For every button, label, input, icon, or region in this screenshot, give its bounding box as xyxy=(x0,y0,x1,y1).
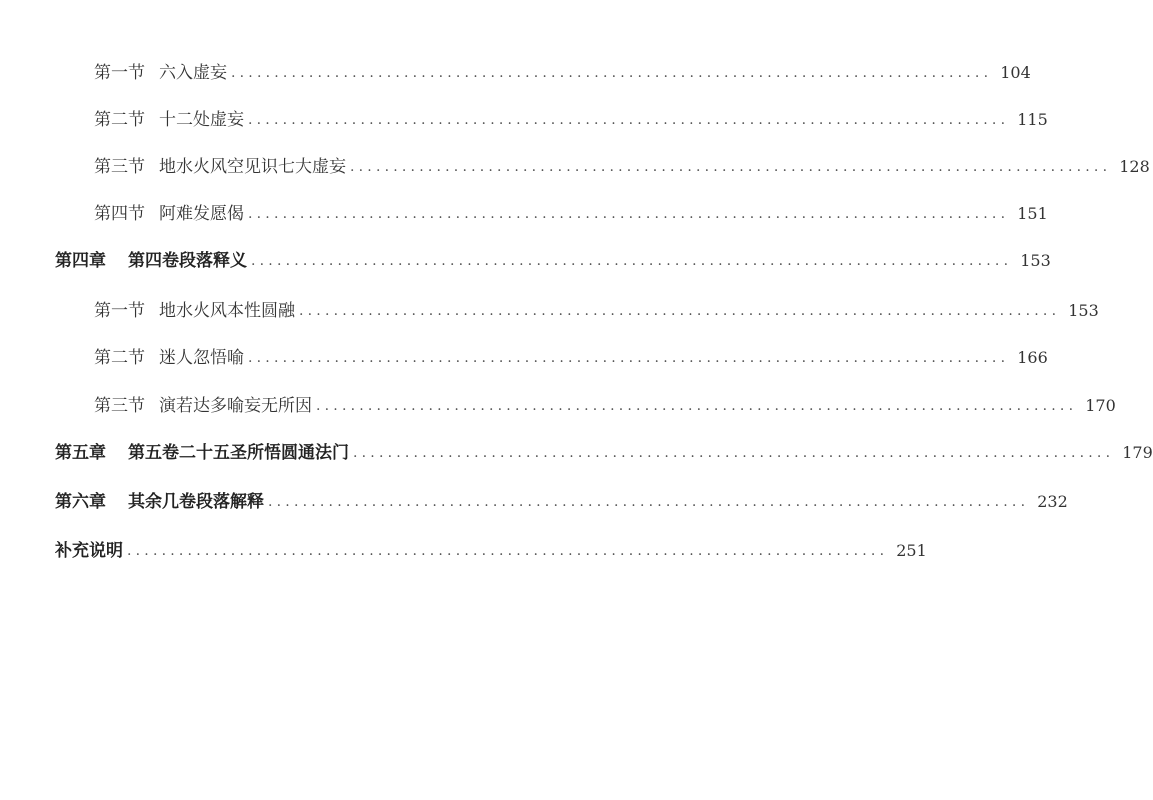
toc-entry xyxy=(94,58,1031,88)
chapter-number: 第四章 xyxy=(55,251,106,271)
page-number: 251 xyxy=(896,541,927,560)
dot-leader: ........................................................................................ xyxy=(350,159,1112,175)
section-number: 第二节 xyxy=(94,348,145,368)
section-number: 第三节 xyxy=(94,157,145,177)
dot-leader: ........................................................................................ xyxy=(127,543,889,559)
toc-appendix-entry xyxy=(55,536,927,566)
toc-chapter-entry xyxy=(55,438,1153,468)
page-number: 232 xyxy=(1037,492,1068,511)
chapter-title: 第五卷二十五圣所悟圆通法门 xyxy=(128,443,349,463)
page-number: 153 xyxy=(1068,301,1099,320)
page-number: 166 xyxy=(1017,348,1048,367)
section-number: 第二节 xyxy=(94,110,145,130)
toc-entry xyxy=(94,199,1048,229)
dot-leader: ........................................................................................ xyxy=(268,494,1030,510)
entry-title: 六入虚妄 xyxy=(159,63,227,83)
chapter-number: 第六章 xyxy=(55,492,106,512)
entry-title: 演若达多喻妄无所因 xyxy=(159,396,312,416)
toc-entry xyxy=(94,152,1150,182)
chapter-number: 第五章 xyxy=(55,443,106,463)
page-number: 128 xyxy=(1119,157,1150,176)
toc-entry xyxy=(94,391,1116,421)
entry-title: 地水火风空见识七大虚妄 xyxy=(159,157,346,177)
dot-leader: ........................................................................................ xyxy=(248,350,1010,366)
section-number: 第三节 xyxy=(94,396,145,416)
dot-leader: ........................................................................................ xyxy=(248,206,1010,222)
section-number: 第一节 xyxy=(94,301,145,321)
dot-leader: ........................................................................................ xyxy=(353,445,1115,461)
chapter-title: 其余几卷段落解释 xyxy=(128,492,264,512)
section-number: 第四节 xyxy=(94,204,145,224)
dot-leader: ........................................................................................ xyxy=(251,253,1013,269)
dot-leader: ........................................................................................ xyxy=(316,398,1078,414)
page-number: 179 xyxy=(1122,443,1153,462)
dot-leader: ........................................................................................ xyxy=(299,303,1061,319)
page-number: 153 xyxy=(1020,251,1051,270)
toc-entry xyxy=(94,105,1048,135)
chapter-title: 第四卷段落释义 xyxy=(128,251,247,271)
toc-entry xyxy=(94,343,1048,373)
page-number: 104 xyxy=(1000,63,1031,82)
toc-chapter-entry xyxy=(55,487,1068,517)
page-number: 151 xyxy=(1017,204,1048,223)
entry-title: 补充说明 xyxy=(55,541,123,561)
dot-leader: ........................................................................................ xyxy=(231,65,993,81)
toc-entry xyxy=(94,296,1099,326)
dot-leader: ........................................................................................ xyxy=(248,112,1010,128)
entry-title: 十二处虚妄 xyxy=(159,110,244,130)
page-number: 170 xyxy=(1085,396,1116,415)
toc-chapter-entry xyxy=(55,246,1051,276)
section-number: 第一节 xyxy=(94,63,145,83)
entry-title: 地水火风本性圆融 xyxy=(159,301,295,321)
entry-title: 迷人忽悟喻 xyxy=(159,348,244,368)
page-number: 115 xyxy=(1017,110,1048,129)
entry-title: 阿难发愿偈 xyxy=(159,204,244,224)
